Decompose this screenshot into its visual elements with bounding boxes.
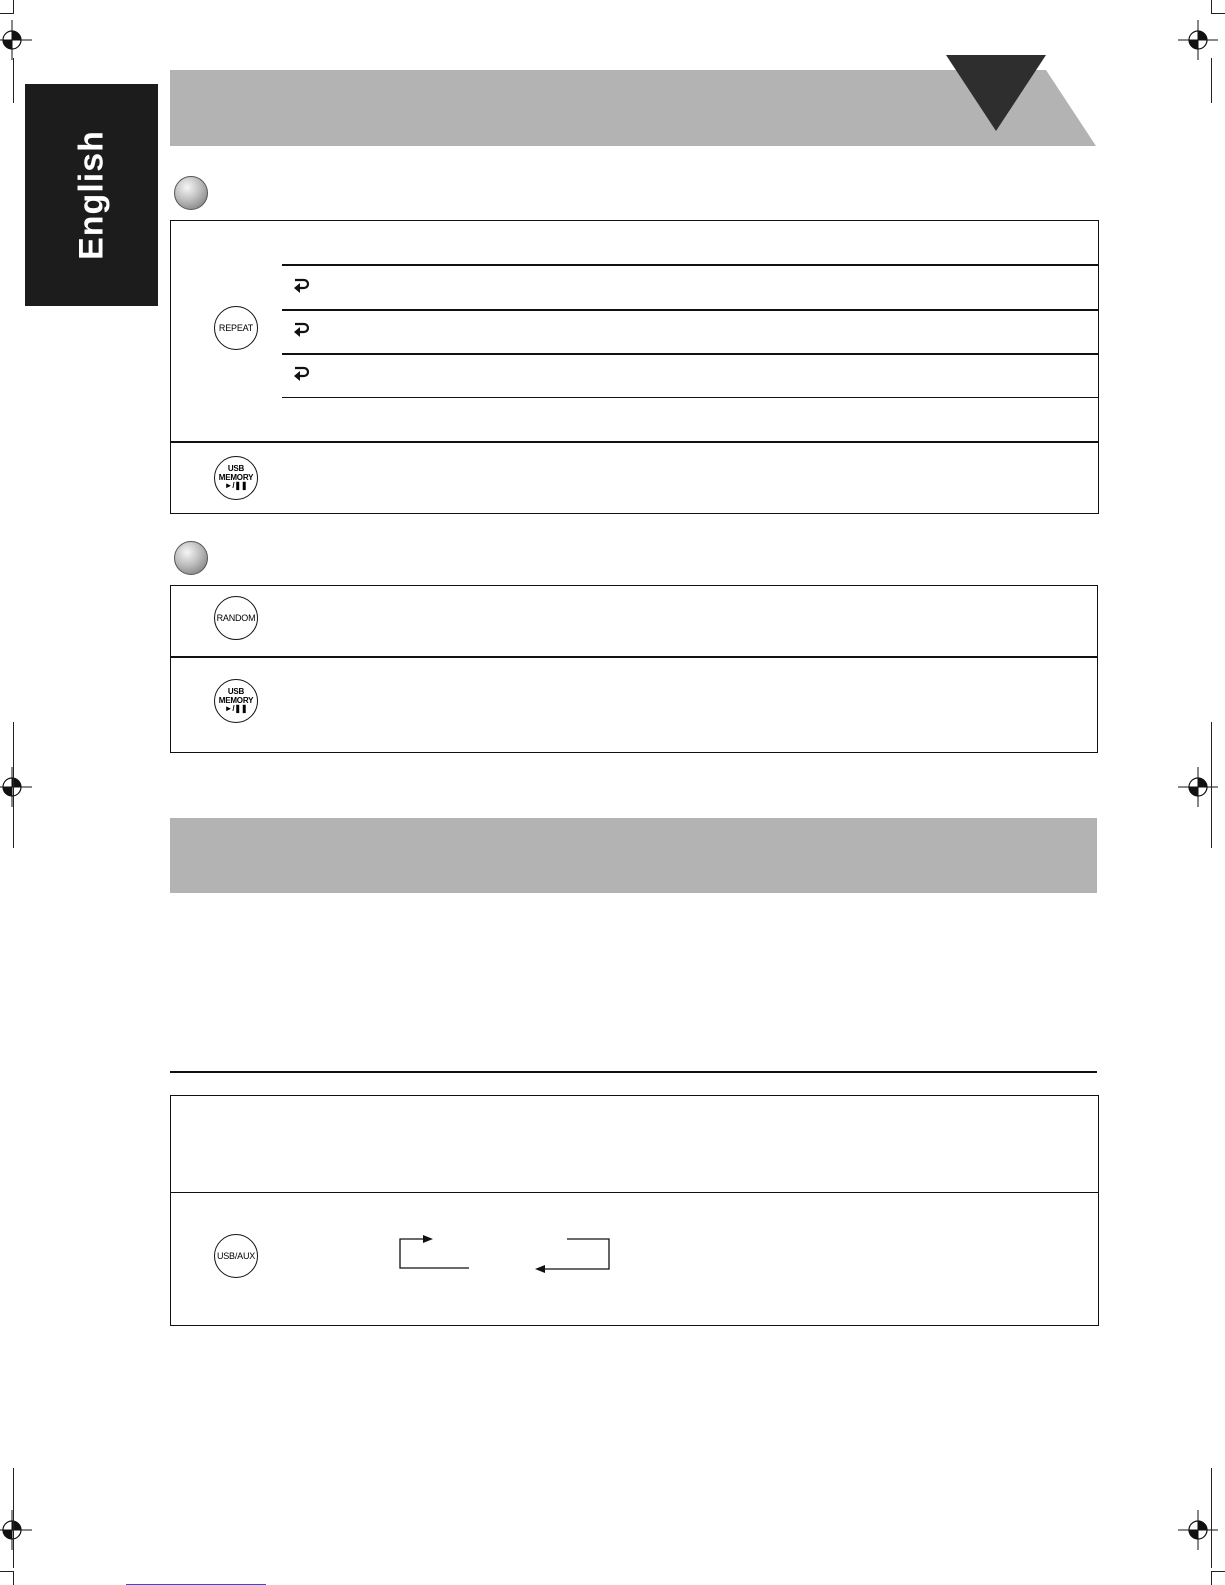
section-bullet-icon: [174, 541, 208, 575]
button-line: ►/❚❚: [224, 481, 248, 491]
button-line: MEMORY: [218, 695, 254, 705]
registration-mark-icon: [0, 20, 32, 60]
source-cycle-arrow-icon: [395, 1232, 617, 1276]
crop-mark: [1211, 0, 1212, 14]
button-line: USB: [227, 687, 245, 697]
button-line: ►/❚❚: [224, 704, 248, 714]
crop-guide-line: [1211, 1468, 1212, 1568]
repeat-arrow-icon: [292, 321, 310, 341]
repeat-button[interactable]: [214, 306, 258, 350]
button-line: MEMORY: [218, 472, 254, 482]
button-line: USB: [227, 464, 245, 474]
crop-mark: [13, 1571, 14, 1585]
crop-mark: [1211, 1571, 1212, 1585]
crop-guide-line: [13, 1468, 14, 1568]
continue-triangle-icon: [946, 55, 1048, 133]
crop-mark: [0, 13, 14, 14]
repeat-button-label: REPEAT: [218, 322, 254, 333]
crop-mark: [13, 0, 14, 14]
crop-guide-line: [13, 722, 14, 848]
repeat-arrow-icon: [292, 365, 310, 385]
divider: [170, 441, 1099, 443]
crop-guide-line: [1211, 722, 1212, 848]
divider: [282, 264, 1098, 266]
section-header-bar: [170, 818, 1097, 893]
divider: [282, 397, 1098, 398]
usb-aux-button-label: USB/AUX: [216, 1250, 256, 1261]
divider: [282, 309, 1098, 311]
random-button[interactable]: [214, 596, 258, 640]
usb-aux-button[interactable]: [214, 1234, 258, 1278]
registration-mark-icon: [0, 1510, 32, 1550]
registration-mark-icon: [1178, 20, 1218, 60]
source-panel: [170, 1095, 1099, 1326]
crop-mark: [0, 1571, 14, 1572]
usb-memory-play-pause-button[interactable]: [214, 456, 258, 500]
random-button-label: RANDOM: [216, 612, 256, 623]
registration-mark-icon: [1178, 767, 1218, 807]
divider: [170, 1192, 1099, 1193]
language-label: English: [72, 130, 110, 260]
random-panel: [170, 585, 1098, 753]
divider: [170, 656, 1098, 658]
crop-guide-line: [13, 58, 14, 103]
usb-memory-play-pause-button[interactable]: [214, 679, 258, 723]
crop-mark: [1211, 13, 1225, 14]
crop-guide-line: [1211, 58, 1212, 103]
registration-mark-icon: [0, 767, 32, 807]
crop-mark: [1211, 1571, 1225, 1572]
divider: [282, 353, 1098, 355]
language-tab: [25, 84, 158, 306]
section-rule: [170, 1071, 1097, 1073]
registration-mark-icon: [1178, 1510, 1218, 1550]
section-bullet-icon: [174, 176, 208, 210]
repeat-arrow-icon: [292, 277, 310, 297]
